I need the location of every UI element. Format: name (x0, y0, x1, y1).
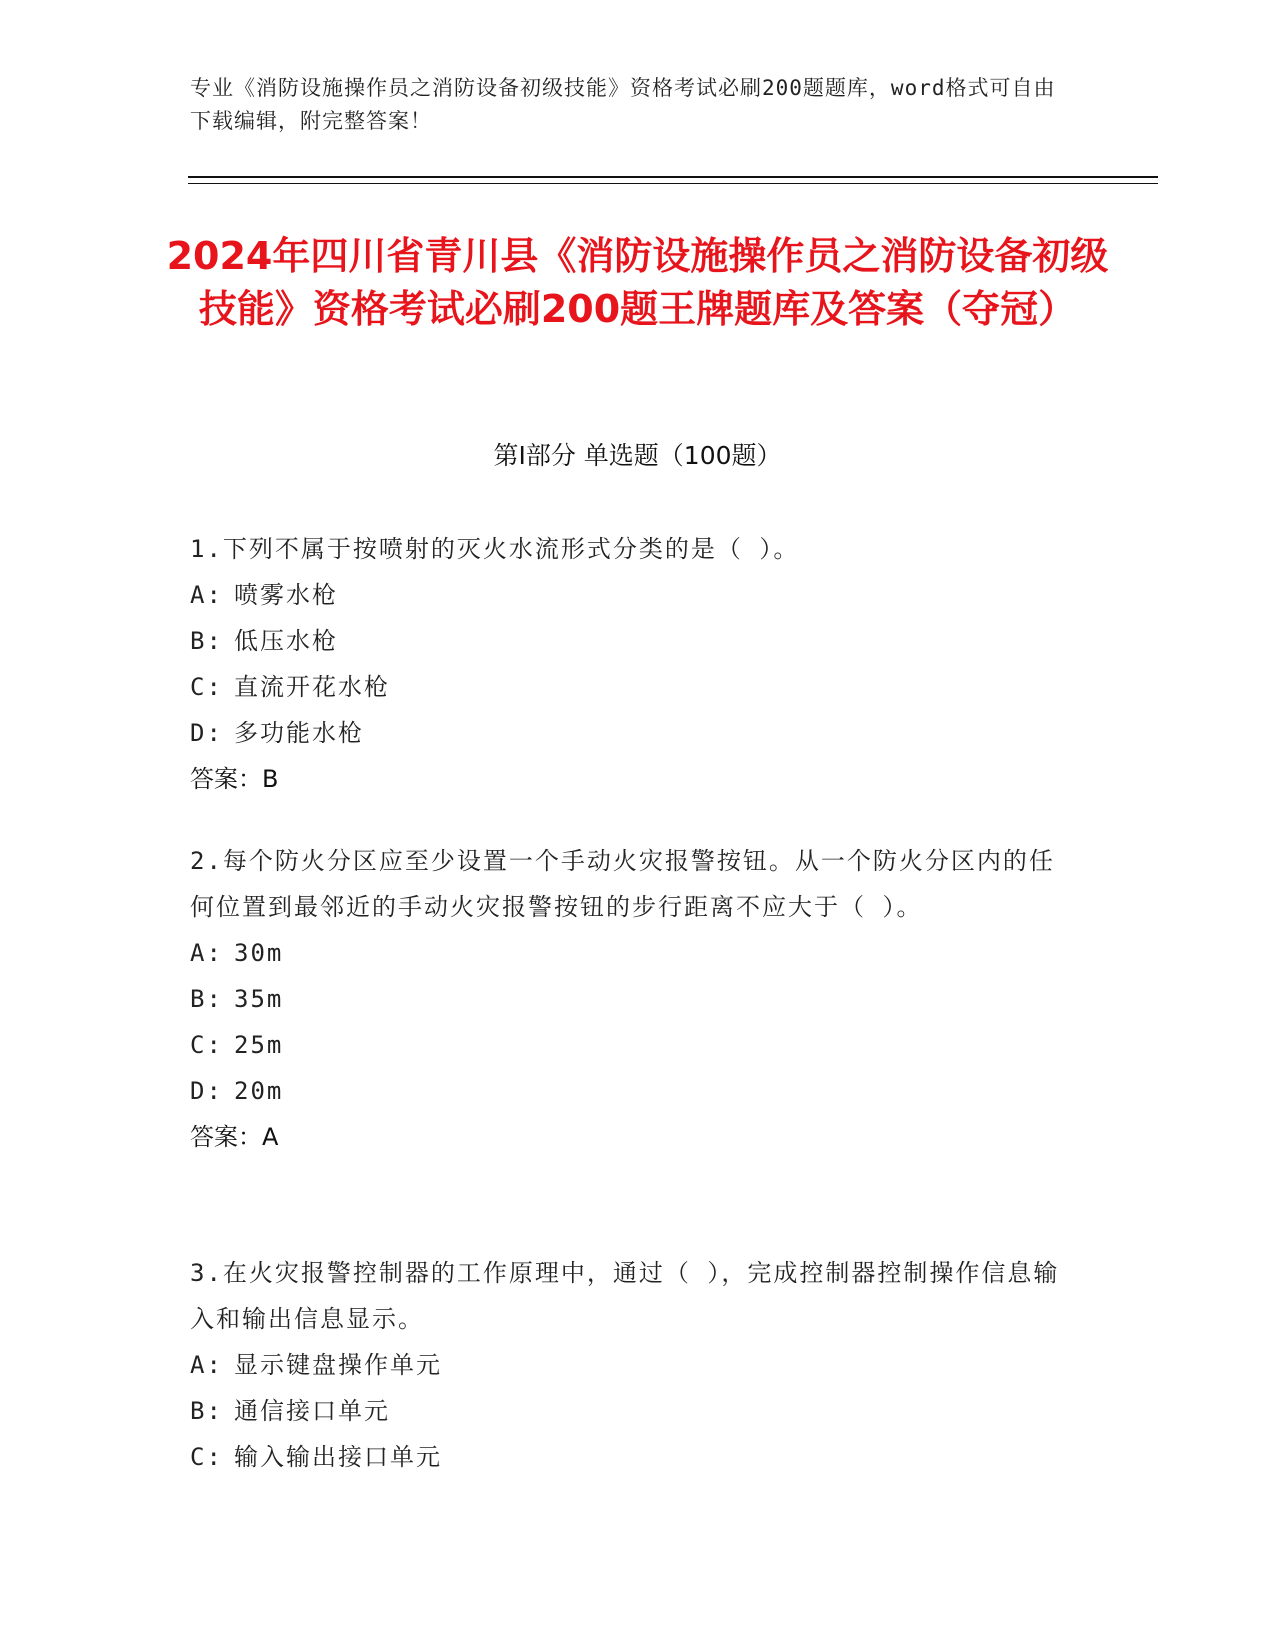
option-text: 25m (234, 1031, 284, 1059)
option-d (190, 1068, 1070, 1114)
question-stem: 3.在火灾报警控制器的工作原理中，通过（ ），完成控制器控制操作信息输入和输出信息显示。 (190, 1259, 1060, 1333)
option-c (190, 1022, 1070, 1068)
option-text: 20m (234, 1077, 284, 1105)
option-a (190, 1342, 1070, 1388)
option-b (190, 618, 1070, 664)
option-text: 35m (234, 985, 284, 1013)
answer-line: 答案：A (190, 1123, 279, 1151)
option-a (190, 930, 1070, 976)
header-divider-thin (188, 183, 1158, 184)
answer-line: 答案：B (190, 765, 279, 793)
option-b (190, 1388, 1070, 1434)
option-text: 30m (234, 939, 284, 967)
option-key: C: (190, 1031, 223, 1059)
option-key: A: (190, 581, 223, 609)
header-note: 专业《消防设施操作员之消防设备初级技能》资格考试必刷200题题库，word格式可自由下载编辑，附完整答案！ (190, 76, 1056, 133)
question-3 (190, 1250, 1070, 1480)
option-text: 多功能水枪 (234, 719, 364, 747)
option-text: 直流开花水枪 (234, 673, 390, 701)
document-title: 2024年四川省青川县《消防设施操作员之消防设备初级技能》资格考试必刷200题王牌题库及答案（夺冠） (166, 234, 1109, 331)
header-divider-thick (188, 176, 1158, 178)
option-text: 低压水枪 (234, 627, 338, 655)
option-text: 输入输出接口单元 (234, 1443, 442, 1471)
option-key: C: (190, 1443, 223, 1471)
question-1 (190, 526, 1070, 802)
option-c (190, 1434, 1070, 1480)
option-key: C: (190, 673, 223, 701)
option-key: B: (190, 985, 223, 1013)
option-key: A: (190, 939, 223, 967)
option-key: B: (190, 1397, 223, 1425)
question-stem: 1.下列不属于按喷射的灭火水流形式分类的是（ ）。 (190, 535, 800, 563)
option-key: D: (190, 1077, 223, 1105)
option-a (190, 572, 1070, 618)
question-2 (190, 838, 1070, 1160)
option-text: 喷雾水枪 (234, 581, 338, 609)
question-stem: 2.每个防火分区应至少设置一个手动火灾报警按钮。从一个防火分区内的任何位置到最邻近的手动火灾报警按钮的步行距离不应大于（ ）。 (190, 847, 1055, 921)
section-title: 第Ⅰ部分 单选题（100题） (493, 441, 782, 470)
option-d (190, 710, 1070, 756)
option-text: 通信接口单元 (234, 1397, 390, 1425)
option-b (190, 976, 1070, 1022)
option-key: D: (190, 719, 223, 747)
option-c (190, 664, 1070, 710)
option-key: A: (190, 1351, 223, 1379)
option-text: 显示键盘操作单元 (234, 1351, 442, 1379)
option-key: B: (190, 627, 223, 655)
